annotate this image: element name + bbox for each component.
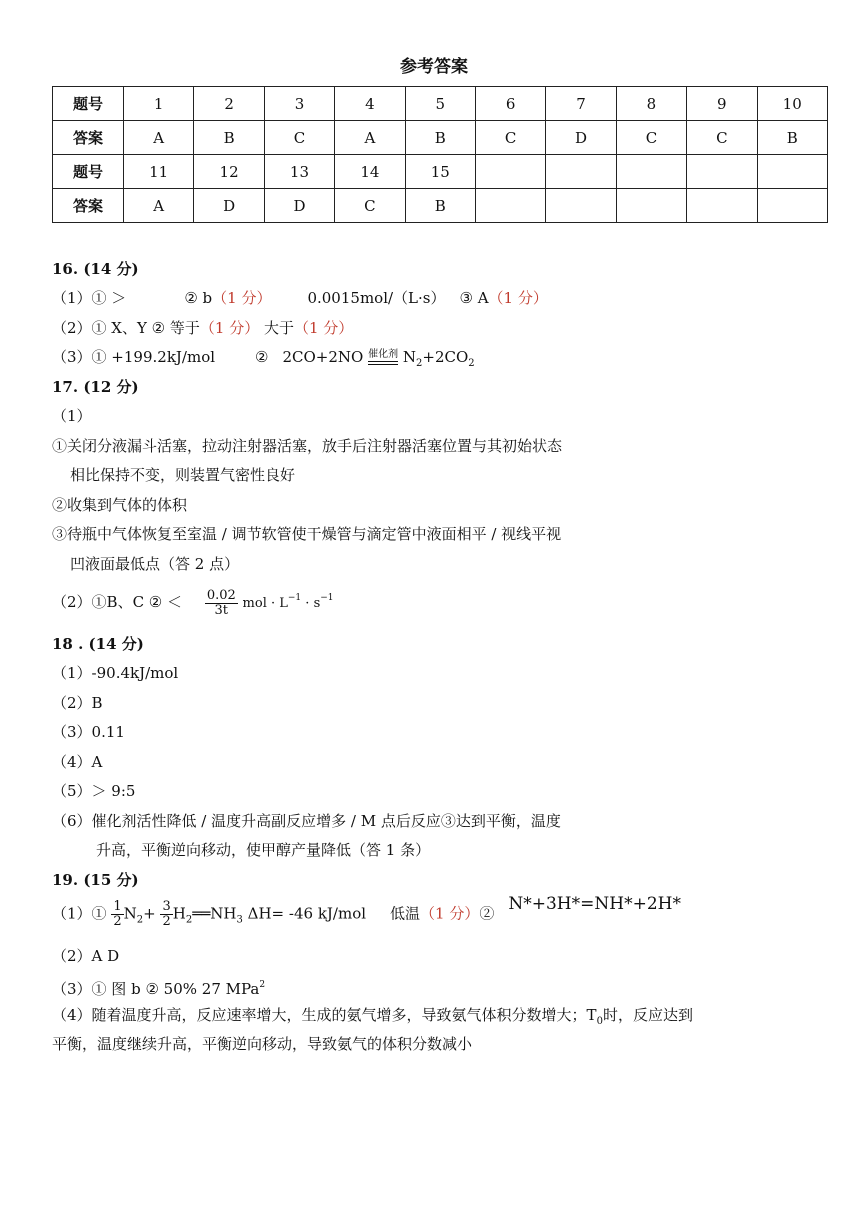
q18-line-5: （5）＞ 9:5 [52, 782, 136, 800]
table-cell: B [194, 121, 264, 155]
table-cell: B [757, 121, 827, 155]
table-cell [757, 155, 827, 189]
table-cell: 3 [264, 87, 334, 121]
q17-line-4: ②收集到气体的体积 [52, 496, 188, 514]
table-cell: 6 [475, 87, 545, 121]
table-cell: D [546, 121, 616, 155]
table-cell: 7 [546, 87, 616, 121]
table-cell: C [687, 121, 757, 155]
table-row-header: 题号 [53, 155, 124, 189]
q18-heading: 18 . (14 分) [52, 635, 144, 653]
q16-line-2: （2）① X、Y ② 等于（1 分） 大于（1 分） [52, 319, 354, 337]
answer-table [52, 86, 828, 223]
q17-heading: 17. (12 分) [52, 378, 139, 396]
table-cell: 14 [335, 155, 405, 189]
table-row-header: 答案 [53, 121, 124, 155]
table-cell: 13 [264, 155, 334, 189]
table-cell [475, 189, 545, 223]
table-cell: B [405, 189, 475, 223]
table-row [53, 87, 828, 121]
table-cell: C [616, 121, 686, 155]
table-cell: 2 [194, 87, 264, 121]
table-cell: D [194, 189, 264, 223]
table-cell: 4 [335, 87, 405, 121]
q17-line-6: 凹液面最低点（答 2 点） [70, 555, 240, 573]
table-cell: 1 [124, 87, 194, 121]
table-cell: 11 [124, 155, 194, 189]
table-cell [687, 189, 757, 223]
table-cell [475, 155, 545, 189]
page-title: 参考答案 [400, 57, 468, 77]
q17-line-2: ①关闭分液漏斗活塞，拉动注射器活塞，放手后注射器活塞位置与其初始状态 [52, 437, 563, 455]
q18-line-7: 升高，平衡逆向移动，使甲醇产量降低（答 1 条） [96, 841, 431, 859]
q16-heading: 16. (14 分) [52, 260, 139, 278]
table-row-header: 答案 [53, 189, 124, 223]
catalyst-equation-sign: 催化剂 [368, 350, 398, 366]
q19-line-4: （4）随着温度升高，反应速率增大，生成的氨气增多，导致氨气体积分数增大；$T_0$时，反应达到 [52, 1006, 693, 1027]
table-cell: 10 [757, 87, 827, 121]
table-cell: C [264, 121, 334, 155]
table-cell: 15 [405, 155, 475, 189]
table-cell: C [475, 121, 545, 155]
q17-line-7: （2）①B、C ② ＜ $\frac{0.02}{3t}$ mol · $L^{-1} \cdot s^{-1}$ [52, 587, 334, 618]
table-cell [616, 189, 686, 223]
q18-line-2: （2）B [52, 694, 103, 712]
table-cell: B [405, 121, 475, 155]
q18-line-1: （1）-90.4kJ/mol [52, 664, 179, 682]
three-halves-fraction: $\frac{3}{2}$ [162, 899, 171, 929]
q17-line-1: （1） [52, 407, 92, 425]
half-fraction: $\frac{1}{2}$ [113, 899, 122, 929]
q16-line-3: （3）① +199.2kJ/mol ② 2CO+2NO 催化剂 $N_2+2CO_2$ [52, 348, 475, 369]
table-cell [546, 189, 616, 223]
q16-line-1: （1）① ＞ ② b（1 分） 0.0015mol/（L·s） ③ A（1 分） [52, 289, 548, 307]
table-row [53, 121, 828, 155]
table-row-header: 题号 [53, 87, 124, 121]
q19-line-5: 平衡，温度继续升高，平衡逆向移动，导致氨气的体积分数减小 [52, 1035, 473, 1053]
q18-line-3: （3）0.11 [52, 723, 125, 741]
q19-line-1: （1）① $\frac{1}{2}$ $N_2+$ $\frac{3}{2}$ $H_2══NH_3$ ΔH= -46 kJ/mol 低温（1 分）② N*+3H*=NH*+2H* [52, 893, 681, 929]
table-cell: C [335, 189, 405, 223]
q19-line-2: （2）A D [52, 947, 120, 965]
table-row [53, 189, 828, 223]
table-cell: 12 [194, 155, 264, 189]
q18-line-6: （6）催化剂活性降低 / 温度升高副反应增多 / M 点后反应③达到平衡，温度 [52, 812, 561, 830]
table-cell: A [335, 121, 405, 155]
q19-heading: 19. (15 分) [52, 871, 139, 889]
table-cell: 9 [687, 87, 757, 121]
table-cell: 5 [405, 87, 475, 121]
table-cell: A [124, 189, 194, 223]
table-cell [616, 155, 686, 189]
table-cell [687, 155, 757, 189]
q18-line-4: （4）A [52, 753, 103, 771]
table-cell [546, 155, 616, 189]
table-cell: 8 [616, 87, 686, 121]
table-cell: A [124, 121, 194, 155]
table-row [53, 155, 828, 189]
table-cell [757, 189, 827, 223]
table-cell: D [264, 189, 334, 223]
q17-line-5: ③待瓶中气体恢复至室温 / 调节软管使干燥管与滴定管中液面相平 / 视线平视 [52, 525, 562, 543]
q17-line-3: 相比保持不变，则装置气密性良好 [70, 466, 296, 484]
q19-line-3: （3）① 图 b ② 50% 27 MPa$^2$ [52, 980, 266, 998]
rate-fraction: $\frac{0.02}{3t}$ [206, 587, 236, 618]
